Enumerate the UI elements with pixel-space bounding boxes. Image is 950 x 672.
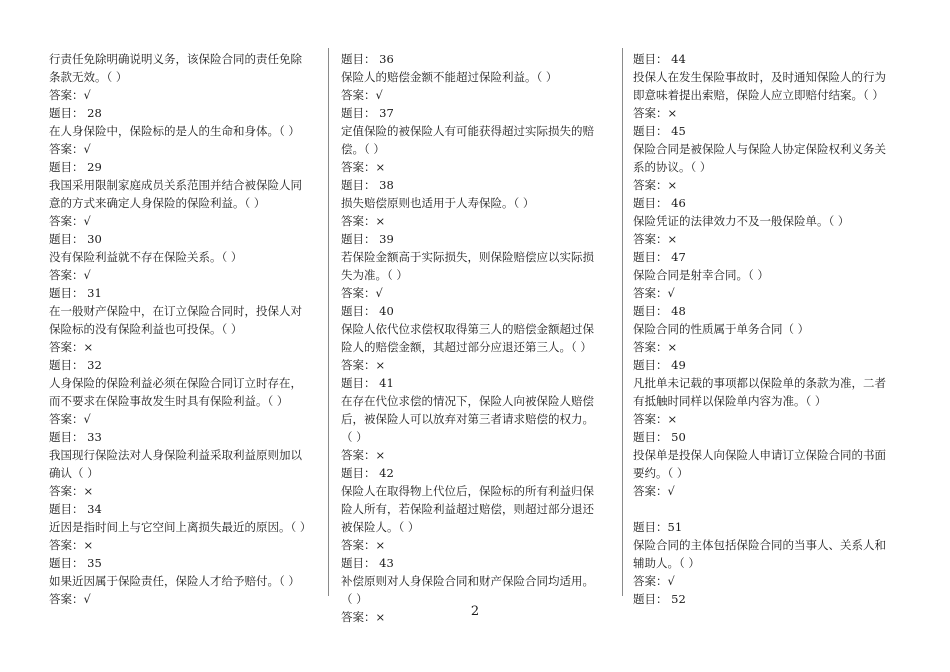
question-number: 题目： 36	[341, 52, 394, 66]
question-number: 题目： 29	[49, 160, 102, 174]
answer-line: 答案：√	[341, 88, 383, 102]
answer-line: 答案：√	[633, 574, 675, 588]
question-text: 近因是指时间上与它空间上离损失最近的原因。（ ）	[49, 520, 312, 534]
question-text: 保险人在取得物上代位后，保险标的所有利益归保险人所有，若保险利益超过赔偿，则超过部分退还被保险人。（ ）	[341, 484, 594, 534]
answer-line: 答案：×	[341, 214, 386, 228]
answer-line: 答案：×	[341, 358, 386, 372]
question-text: 保险合同的性质属于单务合同（ ）	[633, 322, 810, 336]
column-left	[49, 50, 312, 608]
question-number: 题目： 39	[341, 232, 394, 246]
question-number: 题目： 31	[49, 286, 102, 300]
column-right	[633, 50, 891, 608]
question-number: 题目： 43	[341, 556, 394, 570]
question-text: 损失赔偿原则也适用于人寿保险。（ ）	[341, 196, 535, 210]
question-number: 题目： 35	[49, 556, 102, 570]
answer-line: 答案：×	[49, 538, 94, 552]
question-number: 题目： 44	[633, 52, 686, 66]
question-number: 题目： 45	[633, 124, 686, 138]
question-number: 题目： 48	[633, 304, 686, 318]
answer-line: 答案：√	[341, 286, 383, 300]
question-text: 若保险金额高于实际损失，则保险赔偿应以实际损失为准。（ ）	[341, 250, 594, 282]
column-middle	[341, 50, 599, 626]
answer-line: 答案：×	[633, 412, 678, 426]
question-number: 题目： 28	[49, 106, 102, 120]
question-text: 保险合同的主体包括保险合同的当事人、关系人和辅助人。（ ）	[633, 538, 886, 570]
question-number: 题目： 47	[633, 250, 686, 264]
answer-line: 答案：√	[49, 592, 91, 606]
question-text: 保险凭证的法律效力不及一般保险单。（ ）	[633, 214, 850, 228]
question-text: 没有保险利益就不存在保险关系。（ ）	[49, 250, 243, 264]
question-text: 保险人的赔偿金额不能超过保险利益。（ ）	[341, 70, 558, 84]
question-text: 我国现行保险法对人身保险利益采取利益原则加以确认（ ）	[49, 448, 302, 480]
answer-line: 答案：×	[341, 160, 386, 174]
answer-line: 答案：√	[49, 88, 91, 102]
answer-line: 答案：×	[341, 610, 386, 624]
question-number: 题目：51	[633, 520, 683, 534]
question-text: 我国采用限制家庭成员关系范围并结合被保险人同意的方式来确定人身保险的保险利益。（ ）	[49, 178, 302, 210]
question-text: 保险合同是被保险人与保险人协定保险权利义务关系的协议。（ ）	[633, 142, 886, 174]
question-number: 题目： 49	[633, 358, 686, 372]
page-number: 2	[470, 604, 480, 619]
question-text: 人身保险的保险利益必须在保险合同订立时存在，而不要求在保险事故发生时具有保险利益。（ ）	[49, 376, 302, 408]
answer-line: 答案：√	[49, 142, 91, 156]
question-number: 题目： 42	[341, 466, 394, 480]
question-number: 题目： 30	[49, 232, 102, 246]
column-divider	[328, 48, 329, 596]
question-text: 如果近因属于保险责任，保险人才给予赔付。（ ）	[49, 574, 300, 588]
question-text: 投保单是投保人向保险人申请订立保险合同的书面要约。（ ）	[633, 448, 886, 480]
question-number: 题目： 50	[633, 430, 686, 444]
answer-line: 答案：√	[49, 412, 91, 426]
answer-line: 答案：×	[633, 340, 678, 354]
answer-line: 答案：√	[49, 268, 91, 282]
question-text: 定值保险的被保险人有可能获得超过实际损失的赔偿。（ ）	[341, 124, 594, 156]
question-number: 题目： 38	[341, 178, 394, 192]
answer-line: 答案：×	[341, 448, 386, 462]
question-text: 在存在代位求偿的情况下，保险人向被保险人赔偿后，被保险人可以放弃对第三者请求赔偿的权力。（ ）	[341, 394, 594, 444]
question-number: 题目： 40	[341, 304, 394, 318]
question-text: 在人身保险中，保险标的是人的生命和身体。（ ）	[49, 124, 300, 138]
blank-line	[633, 500, 891, 518]
question-number: 题目： 33	[49, 430, 102, 444]
question-text: 凡批单未记载的事项都以保险单的条款为准，二者有抵触时同样以保险单内容为准。（ ）	[633, 376, 886, 408]
question-text: 保险合同是射幸合同。（ ）	[633, 268, 769, 282]
question-number: 题目： 46	[633, 196, 686, 210]
answer-line: 答案：×	[341, 538, 386, 552]
question-number: 题目： 32	[49, 358, 102, 372]
question-text: 保险人依代位求偿权取得第三人的赔偿金额超过保险人的赔偿金额，其超过部分应退还第三人。（ ）	[341, 322, 594, 354]
question-text: 在一般财产保险中，在订立保险合同时，投保人对保险标的没有保险利益也可投保。（ ）	[49, 304, 302, 336]
answer-line: 答案：×	[633, 178, 678, 192]
answer-line: 答案：√	[633, 286, 675, 300]
question-number: 题目： 34	[49, 502, 102, 516]
answer-line: 答案：√	[49, 214, 91, 228]
answer-line: 答案：×	[633, 232, 678, 246]
question-number: 题目： 52	[633, 592, 686, 606]
question-number: 题目： 37	[341, 106, 394, 120]
answer-line: 答案：√	[633, 484, 675, 498]
question-number: 题目： 41	[341, 376, 394, 390]
column-divider	[622, 48, 623, 596]
answer-line: 答案：×	[49, 340, 94, 354]
answer-line: 答案：×	[49, 484, 94, 498]
question-text: 投保人在发生保险事故时，及时通知保险人的行为即意味着提出索赔，保险人应立即赔付结案。（ ）	[633, 70, 886, 102]
question-text: 补偿原则对人身保险合同和财产保险合同均适用。（ ）	[341, 574, 594, 606]
answer-line: 答案：×	[633, 106, 678, 120]
question-text: 行责任免除明确说明义务，该保险合同的责任免除条款无效。（ ）	[49, 52, 302, 84]
